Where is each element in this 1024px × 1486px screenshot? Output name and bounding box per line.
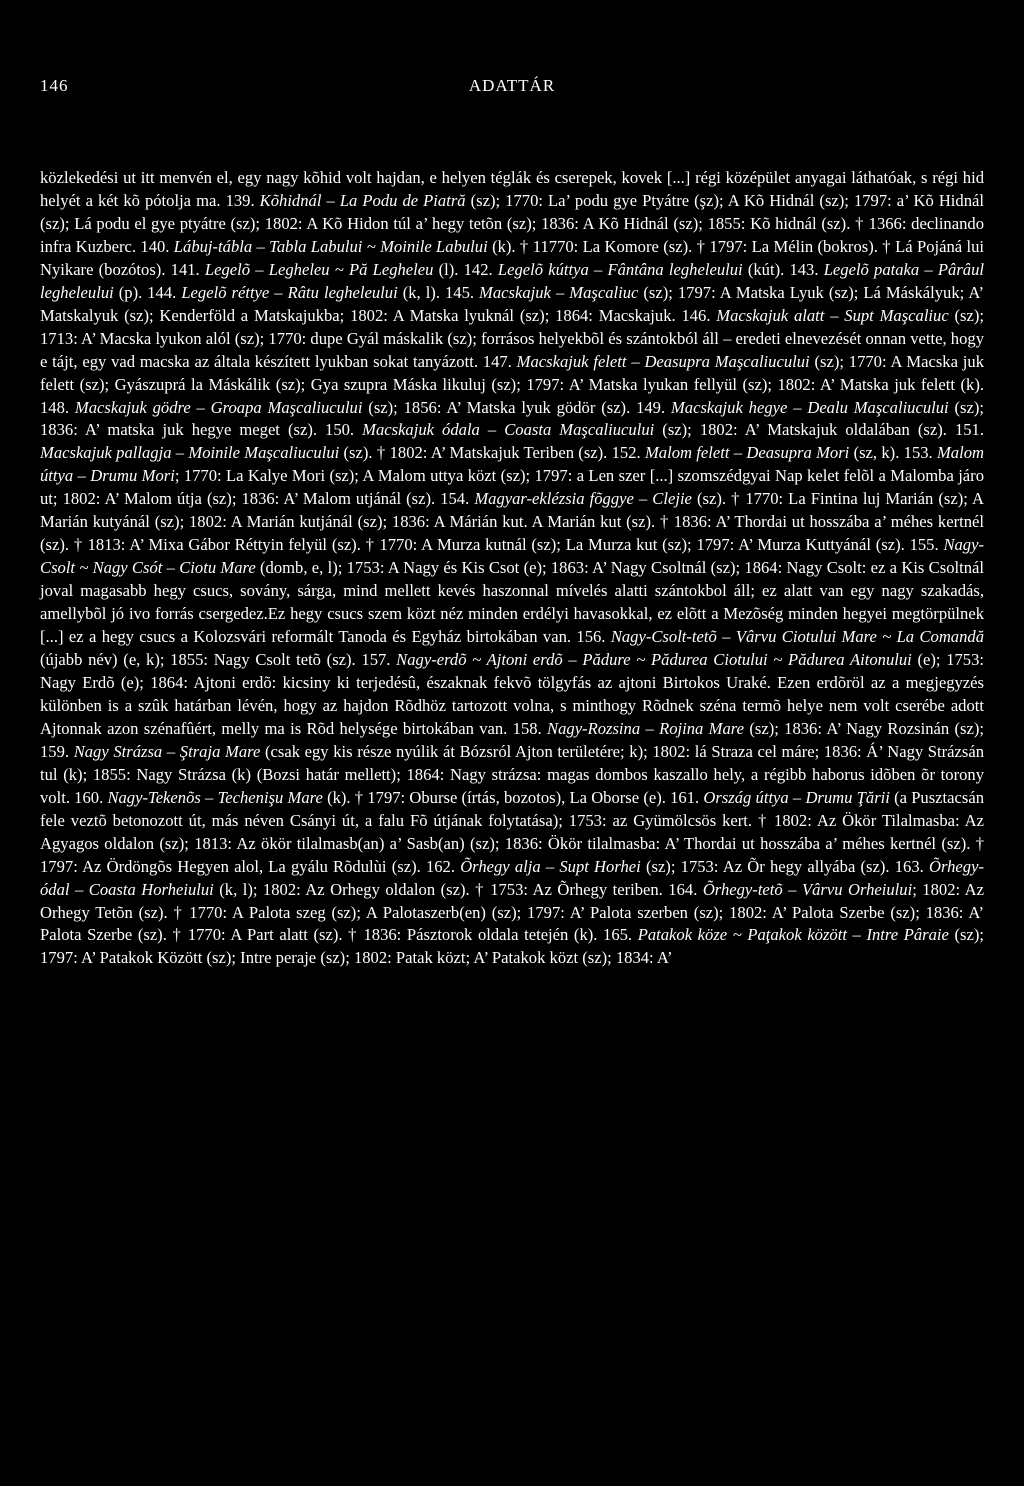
entry-text: ; 1770: La Kalye Mori (sz); A Malom uttya közt (sz); 1797: a Len szer [...] szomszédgyai Nap kelet felõl a Malomba járo ut; 1802: A’ Malom útja (sz); 1836: A’ Malom utjánál (sz). 154.: [40, 466, 984, 509]
entry-text: közlekedési ut itt menvén el, egy nagy kõhid volt hajdan, e helyen téglák és cserepek, kovek [...] régi középület anyagai láthatóak, s régi hid helyét a két kõ pótolja ma. 139.: [40, 168, 984, 210]
entry-headword: Macskajuk alatt – Supt Maşcaliuc: [716, 305, 949, 325]
entry-headword: Kõhidnál – La Podu de Piatră: [259, 190, 466, 210]
entry-text: (sz); 1713: A’ Macska lyukon alól (sz); 1770: dupe Gyál máskalik (sz); forrásos helyekbõl és szántokból áll – eredeti elnevezését onnan vette, hogy e tájt, egy vad macska az általa készített lyukban sokat tanyázott. 147.: [40, 305, 984, 371]
entry-headword: Nagy Strázsa – Ştraja Mare: [73, 741, 261, 761]
body-paragraph: [40, 167, 984, 970]
entry-text: (domb, e, l); 1753: A Nagy és Kis Csot (e); 1863: A’ Nagy Csoltnál (sz); 1864: Nagy Csolt: ez a Kis Csoltnál joval magasabb hegy csucs, sovány, sárga, mind mellett kevés haszonnal mívelés alatti szántokbol áll; ez alatt van egy nagy szakadás, amellybõl jó ivo forrás csergedez.Ez hegy csucs szem közt néz minden erdélyi havasokkal, ez elõtt a Mezõség minden hegyei megtörpülnek [...] ez a hegy csucs a Kolozsvári reformált Tanoda és Egyház birtokában van. 156.: [40, 558, 984, 647]
entry-text: (e); 1753: Nagy Erdõ (e); 1864: Ajtoni erdõ: kicsiny ki terjedésû, északnak fekvõ tölgyfás az ajtoni Birtokos Uraké. Ezen erdõröl az a megjegyzés különben is a szûk határban lévén, hogy az hajdon Rõdhöz tartozott volna, s minthogy Rõdnek széna termõ helye nem volt cserébe adott Ajtonnak azon szénafûért, melly ma is Rõd helysége birtokában van. 158.: [40, 650, 985, 738]
entry-headword: Õrhegy alja – Supt Horhei: [460, 856, 641, 876]
entry-headword: Nagy-Csolt ~ Nagy Csót – Ciotu Mare: [40, 535, 984, 578]
entry-text: (sz); 1836: A’ matska juk hegye meget (sz). 150.: [40, 397, 984, 440]
entry-text: (sz, k). 153.: [849, 443, 937, 463]
entry-text: (kút). 143.: [742, 259, 824, 279]
entry-headword: Malom úttya – Drumu Mori: [40, 443, 984, 486]
entry-headword: Legelõ kúttya – Fântâna legheleului: [497, 259, 743, 279]
entry-text: (k, l). 145.: [397, 282, 480, 302]
entry-text: (k, l); 1802: Az Orhegy oldalon (sz). † 1753: Az Õrhegy teriben. 164.: [213, 879, 703, 899]
entry-headword: Macskajuk ódala – Coasta Maşcaliucului: [362, 420, 655, 440]
entry-text: (k). † 11770: La Komore (sz). † 1797: La Mélin (bokros). † Lá Pojáná lui Nyikare (bozótos). 141.: [40, 236, 985, 279]
entry-headword: Nagy-Tekenõs – Techenişu Mare: [107, 787, 323, 807]
entry-headword: Legelõ – Legheleu ~ Pă Legheleu: [204, 259, 434, 279]
entry-text: (sz); 1802: A’ Matskajuk oldalában (sz). 151.: [654, 420, 984, 440]
entry-headword: Nagy-Csolt-tetõ – Vârvu Ciotului Mare ~ La Comandă: [610, 627, 984, 647]
entry-headword: Nagy-erdõ ~ Ajtoni erdõ – Pădure ~ Pădurea Ciotului ~ Pădurea Aitonului: [396, 650, 912, 670]
entry-text: (sz); 1836: A’ Nagy Rozsinán (sz); 159.: [40, 718, 985, 761]
entry-headword: Legelõ pataka – Pârâul legheleului: [40, 259, 985, 302]
entry-text: (sz). † 1770: La Fintina luj Marián (sz); A Marián kutyánál (sz); 1802: A Marián kutjánál (sz); 1836: A Márián kut. A Marián kut (sz). † 1836: A’ Thordai ut hosszába a’ méhes kertnél (sz). † 1813: A’ Mixa Gábor Réttyin felyül (sz). † 1770: A Murza kutnál (sz); La Murza kut (sz); 1797: A’ Murza Kuttyánál (sz). 155.: [40, 489, 984, 555]
entry-text: (sz); 1797: A Matska Lyuk (sz); Lá Máskályuk; A’ Matskalyuk (sz); Kenderföld a Matskajukba; 1802: A Matska lyuknál (sz); 1864: Macskajuk. 146.: [40, 282, 984, 325]
entry-text: (sz); 1770: A Macska juk felett (sz); Gyászuprá la Máskálik (sz); Gya szupra Máska likuluj (sz); 1797: A’ Matska lyukan fellyül (sz); 1802: A’ Matska juk felett (k). 148.: [40, 351, 984, 417]
entry-text: (l). 142.: [433, 259, 498, 279]
entry-text: (sz); 1797: A’ Patakok Között (sz); Intre peraje (sz); 1802: Patak közt; A’ Patakok közt (sz); 1834: A’: [40, 925, 984, 968]
entry-headword: Lábuj-tábla – Tabla Labului ~ Moinile Labului: [173, 236, 488, 256]
entry-text: (sz); 1753: Az Õr hegy allyába (sz). 163.: [640, 856, 929, 876]
entry-headword: Magyar-eklézsia fõggye – Clejie: [474, 489, 692, 509]
page-number: 146: [40, 76, 69, 95]
entry-headword: Macskajuk – Maşcaliuc: [479, 282, 639, 302]
entry-headword: Macskajuk hegye – Dealu Maşcaliucului: [670, 397, 949, 417]
entry-headword: Nagy-Rozsina – Rojina Mare: [547, 718, 745, 738]
entry-text: ; 1802: Az Orhegy Tetõn (sz). † 1770: A Palota szeg (sz); A Palotaszerb(en) (sz); 1797: A’ Palota szerben (sz); 1802: A’ Palota Szerbe (sz); 1836: A’ Palota Szerbe (sz). † 1770: A Part alatt (sz). † 1836: Pásztorok oldala tetején (k). 165.: [40, 879, 985, 945]
entry-headword: Patakok köze ~ Paţakok között – Intre Pâraie: [637, 925, 949, 945]
entry-headword: Õrhegy-tetõ – Vârvu Orheiului: [702, 879, 913, 899]
entry-text: (csak egy kis része nyúlik át Bózsról Ajton területére; k); 1802: lá Straza cel máre; 1836: Á’ Nagy Strázsán tul (k); 1855: Nagy Strázsa (k) (Bozsi határ mellett); 1864: Nagy strázsa: magas dombos kaszallo hely, a régibb haborus idõben õr torony volt. 160.: [40, 741, 985, 807]
entry-text: (sz); 1770: La’ podu gye Ptyátre (şz); A Kõ Hidnál (sz); 1797: a’ Kõ Hidnál (sz); Lá podu el gye ptyátre (sz); 1802: A Kõ Hidon túl a’ hegy tetõn (sz); 1836: A Kõ Hidnál (sz); 1855: Kõ hidnál (sz). † 1366: declinando infra Kuzberc. 140.: [40, 190, 984, 256]
entry-headword: Macskajuk felett – Deasupra Maşcaliucului: [516, 351, 810, 371]
entry-headword: Macskajuk pallagja – Moinile Maşcaliucului: [40, 443, 340, 463]
entry-headword: Õrhegy-ódal – Coasta Horheiului: [40, 856, 984, 899]
entry-text: (a Pusztacsán fele veztõ betonozott út, más néven Csányi út, a falu Fõ útjának folytatása); 1753: az Gyümölcsös kert. † 1802: Az Ökör Tilalmasba: Az Agyagos oldalon (sz); 1813: Az ökör tilalmasb(an) a’ Sasb(an) (sz); 1836: Ökör tilalmasba: A’ Thordai ut hosszába a’ méhes kertnél (sz). † 1797: Az Ördöngõs Hegyen alol, La gyálu Rõdulùi (sz). 162.: [40, 787, 984, 876]
entry-text: (sz); 1856: A’ Matska lyuk gödör (sz). 149.: [362, 397, 671, 417]
entry-headword: Macskajuk gödre – Groapa Maşcaliucului: [74, 397, 363, 417]
entry-headword: Ország úttya – Drumu Ţării: [703, 787, 890, 807]
entry-text: (újabb név) (e, k); 1855: Nagy Csolt tetõ (sz). 157.: [40, 650, 397, 670]
entry-headword: Legelõ réttye – Râtu legheleului: [181, 282, 398, 302]
entry-text: (p). 144.: [113, 282, 182, 302]
entry-text: (k). † 1797: Oburse (írtás, bozotos), La Oborse (e). 161.: [322, 787, 704, 807]
page-header: [40, 76, 984, 100]
running-head: ADATTÁR: [468, 76, 556, 95]
entry-headword: Malom felett – Deasupra Mori: [644, 443, 850, 463]
entry-text: (sz). † 1802: A’ Matskajuk Teriben (sz). 152.: [339, 443, 645, 463]
